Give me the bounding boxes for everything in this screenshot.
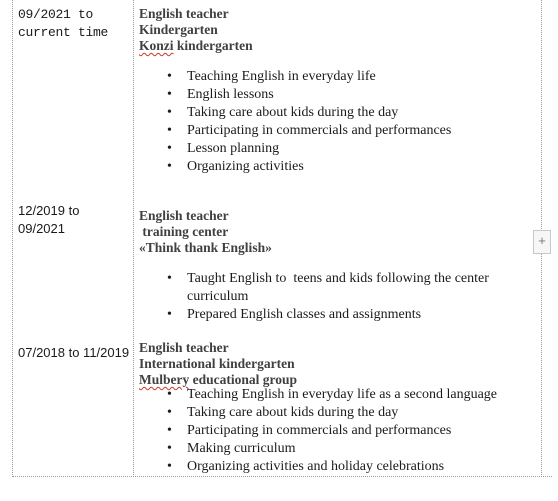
duties-list	[139, 270, 539, 324]
duties-list	[139, 386, 539, 476]
list-item: • Taught English to teens and kids following the center curriculum	[139, 270, 497, 306]
job-organization: «Think thank English»	[139, 240, 272, 255]
date-range-2	[18, 202, 108, 238]
date-range-3	[18, 344, 136, 362]
job-organization	[139, 38, 539, 54]
date-text: 12/2019 to 09/2021	[18, 203, 80, 236]
list-item: • Participating in commercials and performances	[139, 122, 539, 140]
spellcheck-word: Konzi	[139, 38, 174, 53]
list-item: • Teaching English in everyday life	[139, 68, 539, 86]
add-row-button[interactable]: +	[533, 230, 551, 254]
job-place: training center	[139, 224, 229, 239]
job-place: International kindergarten	[139, 356, 295, 371]
list-item: • Taking care about kids during the day	[139, 104, 539, 122]
list-item: • Teaching English in everyday life as a second language	[139, 386, 539, 404]
date-range-1	[18, 6, 118, 42]
org-suffix: educational group	[189, 372, 298, 387]
date-text: 07/2018 to 11/2019	[18, 345, 130, 360]
duties-list	[139, 68, 539, 176]
job-entry-3	[139, 340, 539, 476]
list-item: • Making curriculum	[139, 440, 539, 458]
list-item: • Organizing activities	[139, 158, 539, 176]
job-title: English teacher	[139, 208, 229, 223]
job-place: Kindergarten	[139, 22, 218, 37]
org-suffix: kindergarten	[173, 38, 253, 53]
list-item: • English lessons	[139, 86, 539, 104]
job-entry-2	[139, 208, 539, 324]
list-item: • Participating in commercials and performances	[139, 422, 539, 440]
list-item: • Taking care about kids during the day	[139, 404, 539, 422]
job-entry-1	[139, 6, 539, 176]
job-title: English teacher	[139, 340, 229, 355]
list-item: • Prepared English classes and assignments	[139, 306, 539, 324]
list-item: • Organizing activities and holiday celebrations	[139, 458, 539, 476]
table-border-left	[12, 0, 13, 475]
table-column-divider	[133, 0, 134, 475]
spellcheck-word: Mulbery	[139, 372, 190, 387]
list-item: • Lesson planning	[139, 140, 539, 158]
job-title: English teacher	[139, 6, 229, 21]
table-border-bottom	[12, 476, 552, 477]
date-text: 09/2021 to current time	[18, 7, 109, 40]
